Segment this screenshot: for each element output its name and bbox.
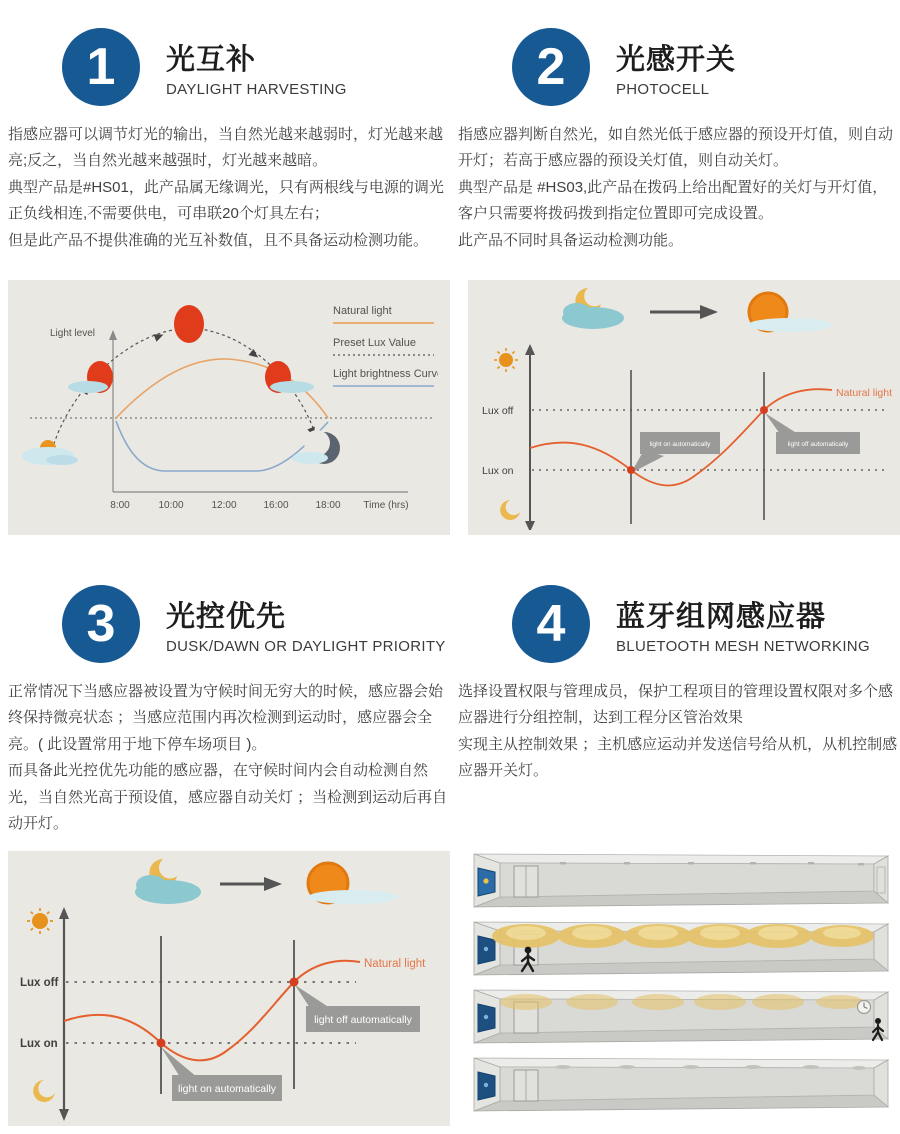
legend-brightness-curve: Light brightness Curves: [333, 368, 438, 380]
exit-sign-glyph: [484, 1015, 488, 1019]
lux-off-point: [290, 978, 299, 987]
daylight-harvesting-diagram: [8, 280, 450, 535]
exit-sign-glyph: [484, 1083, 488, 1087]
daylight-priority-diagram: [8, 851, 450, 1126]
section-body: [458, 679, 900, 839]
corridor-ceiling: [474, 854, 888, 864]
x-tick: 10:00: [158, 500, 184, 511]
x-tick: 18:00: [315, 500, 341, 511]
section-header: [512, 585, 900, 663]
section-subtitle: PHOTOCELL: [616, 80, 710, 98]
section-subtitle: DUSK/DAWN OR DAYLIGHT PRIORITY: [166, 637, 446, 655]
corridor-ceiling: [474, 1058, 888, 1068]
section-titles: [616, 594, 870, 655]
daylight-harvesting-chart: [8, 280, 438, 530]
section-daylight-priority: [0, 565, 450, 1126]
daylight-priority-chart: [8, 851, 445, 1121]
section-subtitle: DAYLIGHT HARVESTING: [166, 80, 347, 98]
exit-sign-glyph: [483, 878, 488, 883]
corridor-lights-off-end: [468, 1055, 896, 1113]
section-title: 光感开关: [616, 43, 737, 76]
paragraph: 指感应器判断自然光，如自然光低于感应器的预设开灯值，则自动开灯；若高于感应器的预设关灯值，则自动关灯。: [458, 126, 894, 170]
corridor-lights-on: [468, 919, 896, 977]
corridor-back-wall: [500, 1067, 874, 1101]
section-daylight-harvesting: [0, 0, 450, 565]
photocell-chart: [468, 280, 895, 530]
paragraph: 选择设置权限与管理成员，保护工程项目的管理设置权限对多个感应器进行分组控制，达到工程分区管治效果: [458, 683, 894, 727]
section-subtitle: BLUETOOTH MESH NETWORKING: [616, 637, 870, 655]
light-on-bubble-label: light on automatically: [649, 441, 711, 448]
light-off-bubble-label: light off automatically: [314, 1014, 412, 1026]
section-header: [62, 585, 450, 663]
light-on-bubble-label: light on automatically: [177, 1083, 277, 1095]
section-number-badge: 3: [62, 585, 140, 663]
paragraph: 典型产品是#HS01，此产品属无缘调光，只有两根线与电源的调光正负线相连,不需要供电，可串联20个灯具左右；: [8, 178, 444, 223]
paragraph: 典型产品是 #HS03,此产品在拨码上给出配置好的关灯与开灯值，客户只需要将拨码拨到指定位置即可完成设置。: [458, 178, 888, 223]
y-axis-label: Light level: [50, 328, 96, 339]
corridor-lights-off: [468, 851, 896, 909]
lux-on-point: [627, 466, 635, 474]
section-titles: [616, 37, 736, 98]
section-titles: [166, 37, 347, 98]
photocell-diagram: [468, 280, 900, 535]
corridor-lights-dim: [468, 987, 896, 1045]
bluetooth-mesh-diagram: [468, 851, 900, 1113]
x-tick: 8:00: [110, 500, 130, 511]
section-title: 光控优先: [166, 600, 287, 633]
light-off-bubble-label: light off automatically: [787, 441, 849, 448]
natural-light-label: Natural light: [364, 958, 426, 970]
section-number-badge: 4: [512, 585, 590, 663]
paragraph: 但是此产品不提供准确的光互补数值，且不具备运动检测功能。: [8, 231, 429, 249]
section-number-badge: 1: [62, 28, 140, 106]
lux-off-label: Lux off: [20, 977, 59, 989]
lux-on-label: Lux on: [20, 1038, 58, 1050]
lux-on-label: Lux on: [482, 465, 514, 477]
paragraph: 此产品不同时具备运动检测功能。: [458, 231, 684, 249]
section-body: [8, 122, 451, 268]
section-title: 蓝牙组网感应器: [616, 600, 827, 633]
paragraph: 实现主从控制效果 ；主机感应运动并发送信号给从机，从机控制感应器开关灯。: [458, 735, 898, 780]
noon-sun-icon: [174, 305, 204, 343]
legend-natural-light: Natural light: [333, 305, 392, 317]
paragraph: 而具备此光控优先功能的感应器，在守候时间内会自动检测自然光，当自然光高于预设值，感应器自动关灯 ；当检测到运动后再自动开灯。: [8, 762, 448, 832]
paragraph: 正常情况下当感应器被设置为守候时间无穷大的时候，感应器会始终保持微亮状态 ；当感应范围内再次检测到运动时，感应器会全亮。( 此设置常用于地下停车场项目 )。: [8, 683, 444, 753]
section-bluetooth-mesh: [450, 565, 900, 1126]
x-axis-label: Time (hrs): [363, 500, 409, 511]
x-tick: 16:00: [263, 500, 289, 511]
exit-sign-glyph: [484, 947, 488, 951]
section-number-badge: 2: [512, 28, 590, 106]
natural-light-label: Natural light: [836, 387, 893, 399]
timer-clock-icon: [858, 1001, 871, 1014]
section-header: [62, 28, 450, 106]
section-body: [458, 122, 900, 268]
section-body: [8, 679, 451, 839]
section-header: [512, 28, 900, 106]
x-tick: 12:00: [211, 500, 237, 511]
section-title: 光互补: [166, 43, 257, 76]
legend-preset-lux: Preset Lux Value: [333, 337, 416, 349]
lux-off-point: [760, 406, 768, 414]
paragraph: 指感应器可以调节灯光的输出，当自然光越来越弱时，灯光越来越亮;反之，当自然光越来越强时，灯光越来越暗。: [8, 126, 444, 170]
lux-off-label: Lux off: [482, 405, 514, 417]
corridor-back-wall: [500, 863, 874, 897]
section-titles: [166, 594, 446, 655]
section-photocell: [450, 0, 900, 565]
lux-on-point: [157, 1039, 166, 1048]
